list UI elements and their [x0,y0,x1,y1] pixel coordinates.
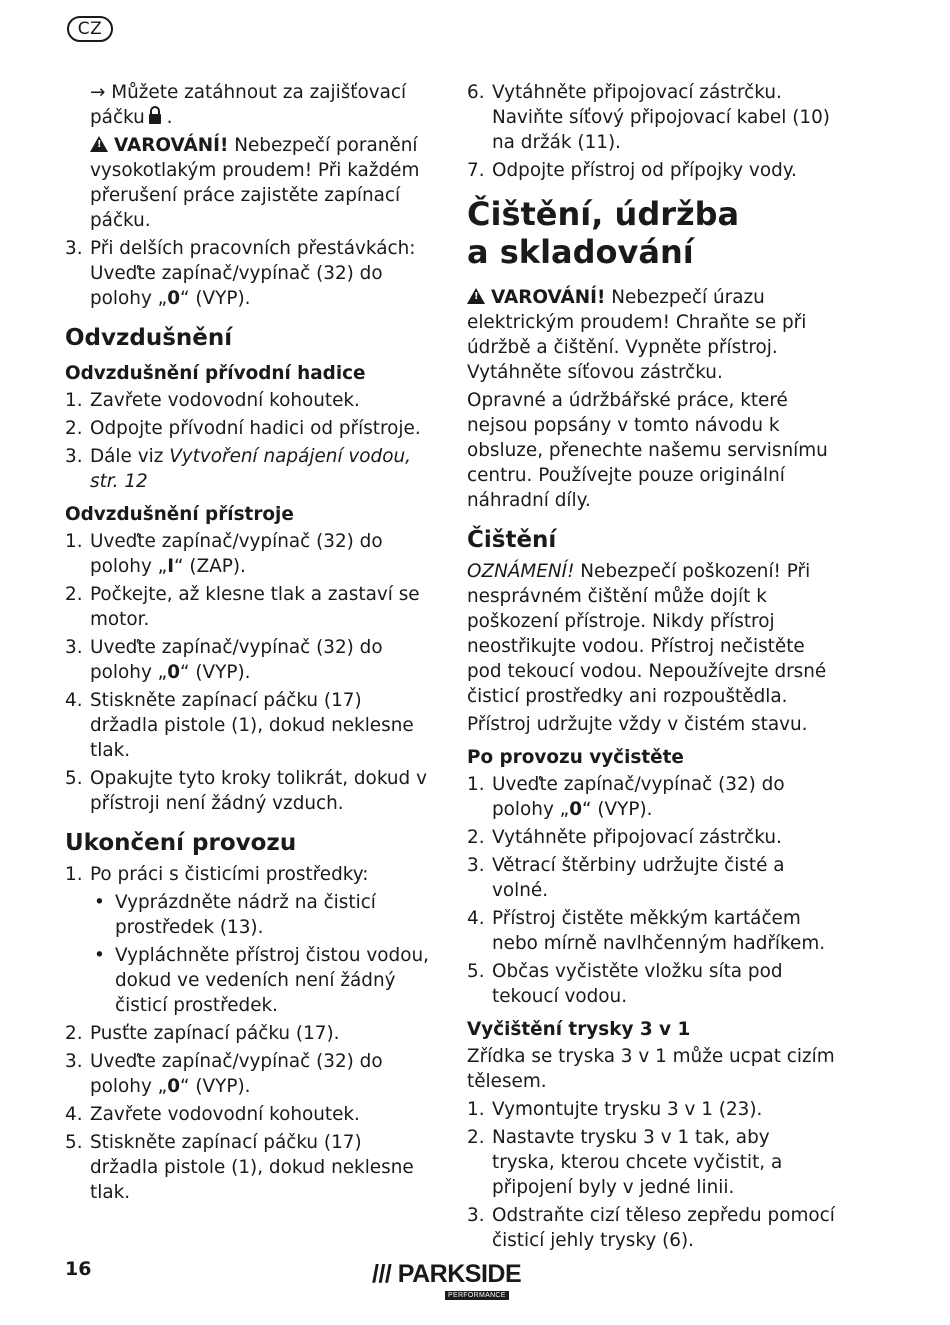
step-text: Opakujte tyto kroky tolikrát, dokud v přístroji není žádný vzduch. [90,768,427,814]
step-number: 1. [65,531,83,552]
step-text: Uveďte zapínač/vypínač (32) do polohy „ [90,637,383,683]
right-column [467,80,837,1256]
list-item [65,635,435,685]
brand-name: /// PARKSIDE [372,1260,522,1288]
step-number: 3. [467,1205,485,1226]
nozzle-intro: Zřídka se tryska 3 v 1 může ucpat cizím tělesem. [467,1046,835,1092]
position-one: I [167,556,175,577]
list-item [65,582,435,632]
step-text: Vytáhněte připojovací zástrčku. Naviňte síťový připojovací kabel (10) na držák (11). [492,82,830,153]
language-badge: CZ [67,16,113,42]
list-item [65,1021,435,1046]
chapter-title-line: Čištění, údržba [467,195,740,233]
step-text: Odpojte přívodní hadici od přístroje. [90,418,421,439]
step-text: Nastavte trysku 3 v 1 tak, aby tryska, kterou chcete vyčistit, a připojení byly v jedné linii. [492,1127,783,1198]
warning-icon [90,136,108,152]
step-number: 2. [65,1023,83,1044]
step-text: Větrací štěrbiny udržujte čisté a volné. [492,855,785,901]
page-number: 16 [65,1258,92,1280]
step-text: Vytáhněte připojovací zástrčku. [492,827,782,848]
step-text: Uveďte zapínač/vypínač (32) do polohy „ [90,531,383,577]
section-title-cisteni: Čištění [467,527,557,553]
position-zero: 0 [167,1076,180,1097]
step-number: 1. [467,1099,485,1120]
list-item [65,862,435,1018]
warning-text: Nebezpečí úrazu elektrickým proudem! Chraňte se při údržbě a čištění. Vypněte přístroj. Vytáhněte síťovou zástrčku. [467,287,807,383]
list-item [467,80,837,155]
bullet-item: • Vyprázdněte nádrž na čisticí prostředek (13). [90,890,435,940]
cross-reference: Vytvoření napájení vodou, str. 12 [90,446,411,492]
step-text: Pusťte zapínací páčku (17). [90,1023,340,1044]
list-item [467,959,837,1009]
section-title-odvzdusneni: Odvzdušnění [65,325,233,351]
step-number: 3. [467,855,485,876]
notice-word: OZNÁMENÍ! [467,561,575,582]
section-title-ukonceni: Ukončení provozu [65,830,297,856]
step-number: 3. [65,637,83,658]
step-text: Zavřete vodovodní kohoutek. [90,390,360,411]
list-item [467,158,837,183]
warning-word: VAROVÁNÍ! [114,135,229,156]
list-item [65,1130,435,1205]
repair-paragraph: Opravné a údržbářské práce, které nejsou popsány v tomto návodu k obsluze, přenechte našemu servisnímu centru. Používejte pouze originální náhradní díly. [467,390,828,511]
step-text-end: “ (VYP). [180,288,251,309]
notice-text: Nebezpečí poškození! Při nesprávném čištění může dojít k poškození přístroje. Nikdy přístroj neostřikujte vodou. Přístroj nečistěte pod tekoucí vodou. Nepoužívejte drsné čisticí prostředky ani rozpouštědla. [467,561,827,707]
step-text: Přístroj čistěte měkkým kartáčem nebo mírně navlhčenným hadříkem. [492,908,826,954]
subsection-title-device: Odvzdušnění přístroje [65,504,294,525]
step-number: 1. [65,390,83,411]
step-text: Uveďte zapínač/vypínač (32) do polohy „ [492,774,785,820]
position-zero: 0 [167,662,180,683]
step-text-end: “ (VYP). [582,799,653,820]
bullet-item: • Vypláchněte přístroj čistou vodou, dokud ve vedeních není žádný čisticí prostředek. [90,943,435,1018]
list-item [65,1102,435,1127]
lever-note: → Můžete zatáhnout za zajišťovací páčku . [90,82,407,128]
step-text-end: “ (VYP). [180,1076,251,1097]
step-text: Stiskněte zapínací páčku (17) držadla pistole (1), dokud neklesne tlak. [90,690,414,761]
step-number: 5. [65,768,83,789]
step-number: 2. [467,1127,485,1148]
step-number: 4. [65,1104,83,1125]
step-number: 4. [65,690,83,711]
chapter-title [467,195,837,271]
warning-icon [467,288,485,304]
list-item [65,766,435,816]
clean-state-paragraph: Přístroj udržujte vždy v čistém stavu. [467,714,808,735]
unlock-icon [149,114,161,124]
step-text: Uveďte zapínač/vypínač (32) do polohy „ [90,1051,383,1097]
subsection-title-nozzle: Vyčištění trysky 3 v 1 [467,1019,691,1040]
list-item [65,236,435,311]
chapter-title-line: a skladování [467,233,694,271]
step-text: Po práci s čisticími prostředky: [90,864,369,885]
step-text: Odstraňte cizí těleso zepředu pomocí čisticí jehly trysky (6). [492,1205,835,1251]
warning-block [467,285,837,385]
step-number: 2. [467,827,485,848]
step-text: Odpojte přístroj od přípojky vody. [492,160,797,181]
step-number: 3. [65,238,83,259]
left-column [65,80,435,1208]
list-item [65,416,435,441]
step-text: Zavřete vodovodní kohoutek. [90,1104,360,1125]
list-item [65,1049,435,1099]
step-text-end: “ (ZAP). [174,556,246,577]
step-text: Dále viz [90,446,170,467]
warning-text: Nebezpečí poranění vysokotlakým proudem! Při každém přerušení práce zajistěte zapínací páčku. [90,135,420,231]
warning-word: VAROVÁNÍ! [491,287,606,308]
list-item [467,853,837,903]
step-number: 1. [65,864,83,885]
brand-logo [372,1260,527,1299]
list-item [467,1097,837,1122]
list-item [65,444,435,494]
lever-note-text: → Můžete zatáhnout za zajišťovací páčku [90,82,407,128]
step-text: Počkejte, až klesne tlak a zastaví se motor. [90,584,420,630]
step-number: 1. [467,774,485,795]
subsection-title-hose: Odvzdušnění přívodní hadice [65,363,366,384]
step-number: 3. [65,1051,83,1072]
step-text: Vymontujte trysku 3 v 1 (23). [492,1099,763,1120]
step-number: 6. [467,82,485,103]
list-item [467,906,837,956]
position-zero: 0 [167,288,180,309]
list-item [467,772,837,822]
step-number: 5. [65,1132,83,1153]
list-item [65,388,435,413]
step-number: 3. [65,446,83,467]
step-text: Občas vyčistěte vložku síta pod tekoucí vodou. [492,961,783,1007]
step-number: 4. [467,908,485,929]
step-number: 2. [65,418,83,439]
list-item [467,1125,837,1200]
step-number: 5. [467,961,485,982]
brand-subtitle: PERFORMANCE [445,1291,509,1300]
step-text: Při delších pracovních přestávkách: Uveďte zapínač/vypínač (32) do polohy „ [90,238,416,309]
step-text-end: “ (VYP). [180,662,251,683]
subsection-title-after: Po provozu vyčistěte [467,747,684,768]
warning-block [65,133,435,233]
list-item [467,1203,837,1253]
list-item [467,825,837,850]
step-number: 2. [65,584,83,605]
notice-paragraph [467,559,837,709]
bullet-list [90,890,435,1018]
list-item [65,529,435,579]
position-zero: 0 [569,799,582,820]
list-item [65,688,435,763]
step-text: Stiskněte zapínací páčku (17) držadla pistole (1), dokud neklesne tlak. [90,1132,414,1203]
step-number: 7. [467,160,485,181]
